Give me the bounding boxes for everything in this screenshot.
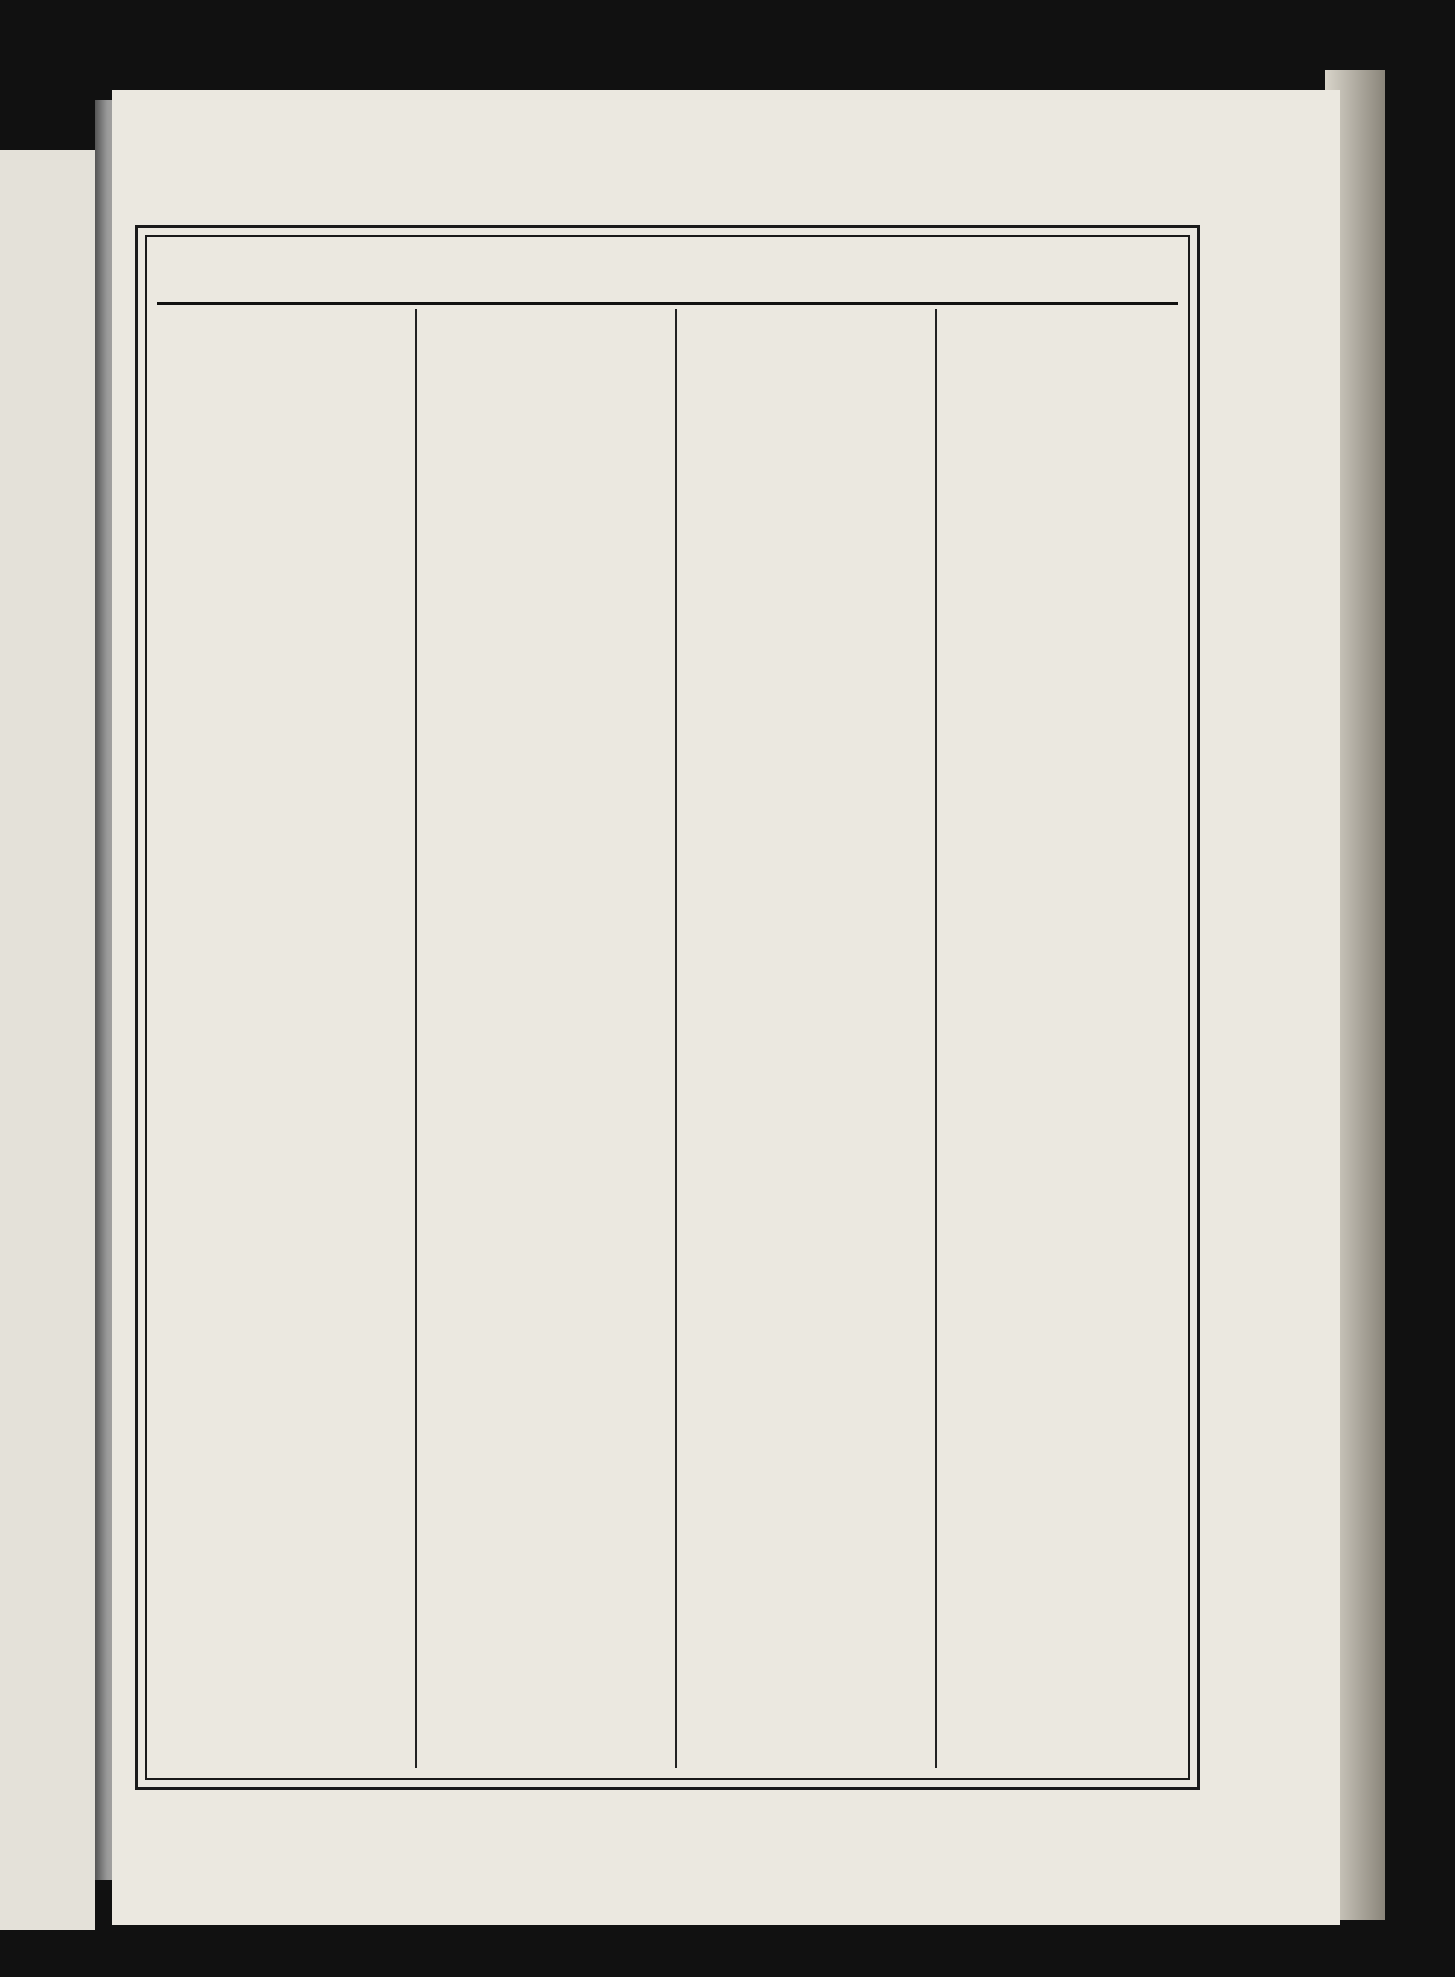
title-rule (157, 302, 1178, 305)
column-divider (675, 309, 677, 1768)
left-page-edge (0, 150, 95, 1930)
directory-frame (135, 225, 1200, 1790)
column-divider (935, 309, 937, 1768)
directory-inner-frame (145, 235, 1190, 1780)
column-divider (415, 309, 417, 1768)
